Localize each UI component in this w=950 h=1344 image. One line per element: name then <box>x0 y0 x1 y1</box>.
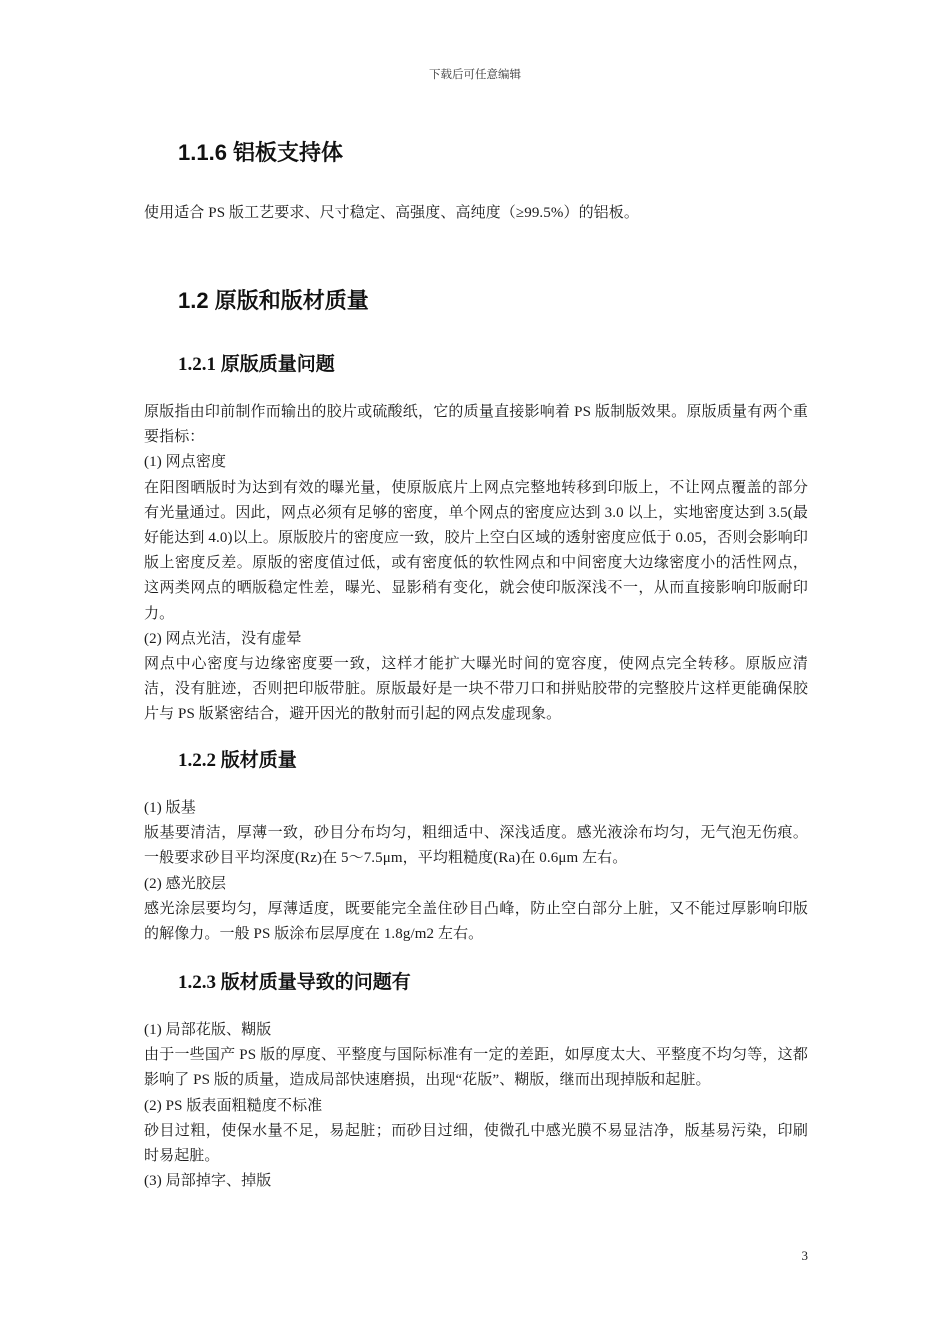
heading-1-2: 1.2 原版和版材质量 <box>178 288 369 313</box>
list-item-label: (2) 网点光洁，没有虚晕 <box>144 630 302 647</box>
list-item-label: (1) 局部花版、糊版 <box>144 1022 272 1038</box>
paragraph-dot-clean: 网点中心密度与边缘密度要一致，这样才能扩大曝光时间的宽容度，使网点完全转移。原版应清洁，没有脏迹，否则把印版带脏。原版最好是一块不带刀口和拼贴胶带的完整胶片这样更能确保胶片与 PS 版紧密结合，避开因光的散射而引起的网点发虚现象。 <box>144 656 808 723</box>
list-item-label: (2) 感光胶层 <box>144 875 227 892</box>
paragraph-photosensitive-layer: 感光涂层要均匀，厚薄适度，既要能完全盖住砂目凸峰，防止空白部分上脏，又不能过厚影响印版的解像力。一般 PS 版涂布层厚度在 1.8g/m2 左右。 <box>144 900 808 943</box>
paragraph-plate-base: 版基要清洁，厚薄一致，砂目分布均匀，粗细适中、深浅适度。感光液涂布均匀，无气泡无伤痕。一般要求砂目平均深度(Rz)在 5～7.5μm，平均粗糙度(Ra)在 0.6μm 左右。 <box>144 825 808 867</box>
paragraph-aluminum-plate: 使用适合 PS 版工艺要求、尺寸稳定、高强度、高纯度（≥99.5%）的铝板。 <box>144 205 639 221</box>
heading-1-2-3: 1.2.3 版材质量导致的问题有 <box>178 972 411 993</box>
section-1-2-1-body <box>144 400 808 728</box>
page-header: 下载后可任意编辑 <box>429 69 521 81</box>
section-1-2-2-body <box>144 796 808 947</box>
list-item-label: (1) 网点密度 <box>144 454 227 471</box>
list-item-label: (1) 版基 <box>144 800 196 816</box>
paragraph-local-blur: 由于一些国产 PS 版的厚度、平整度与国际标准有一定的差距，如厚度太大、平整度不均匀等，这都影响了 PS 版的质量，造成局部快速磨损，出现“花版”、糊版，继而出现掉版和起脏。 <box>144 1047 808 1089</box>
list-item-label: (2) PS 版表面粗糙度不标准 <box>144 1097 323 1114</box>
page-number: 3 <box>801 1248 808 1263</box>
section-1-2-3-body <box>144 1018 808 1194</box>
paragraph-dot-density: 在阳图晒版时为达到有效的曝光量，使原版底片上网点完整地转移到印版上，不让网点覆盖的部分有光量通过。因此，网点必须有足够的密度，单个网点的密度应达到 3.0 以上，实地密度达到 3.5(最好能达到 4.0)以上。原版胶片的密度应一致，胶片上空白区域的透射密度应低于 0.05，否则会影响印版上密度反差。原版的密度值过低，或有密度低的软性网点和中间密度大边缘密度小的活性网点，这两类网点的晒版稳定性差，曝光、显影稍有变化，就会使印版深浅不一，从而直接影响印版耐印力。 <box>144 479 808 622</box>
paragraph-roughness: 砂目过粗，使保水量不足，易起脏；而砂目过细，使微孔中感光膜不易显洁净，版基易污染，印刷时易起脏。 <box>144 1122 808 1165</box>
heading-1-2-1: 1.2.1 原版质量问题 <box>178 354 335 375</box>
heading-1-1-6: 1.1.6 铝板支持体 <box>178 140 344 165</box>
paragraph-original-intro: 原版指由印前制作而输出的胶片或硫酸纸，它的质量直接影响着 PS 版制版效果。原版质量有两个重要指标： <box>144 404 808 446</box>
heading-1-2-2: 1.2.2 版材质量 <box>178 750 297 771</box>
list-item-label: (3) 局部掉字、掉版 <box>144 1173 272 1190</box>
